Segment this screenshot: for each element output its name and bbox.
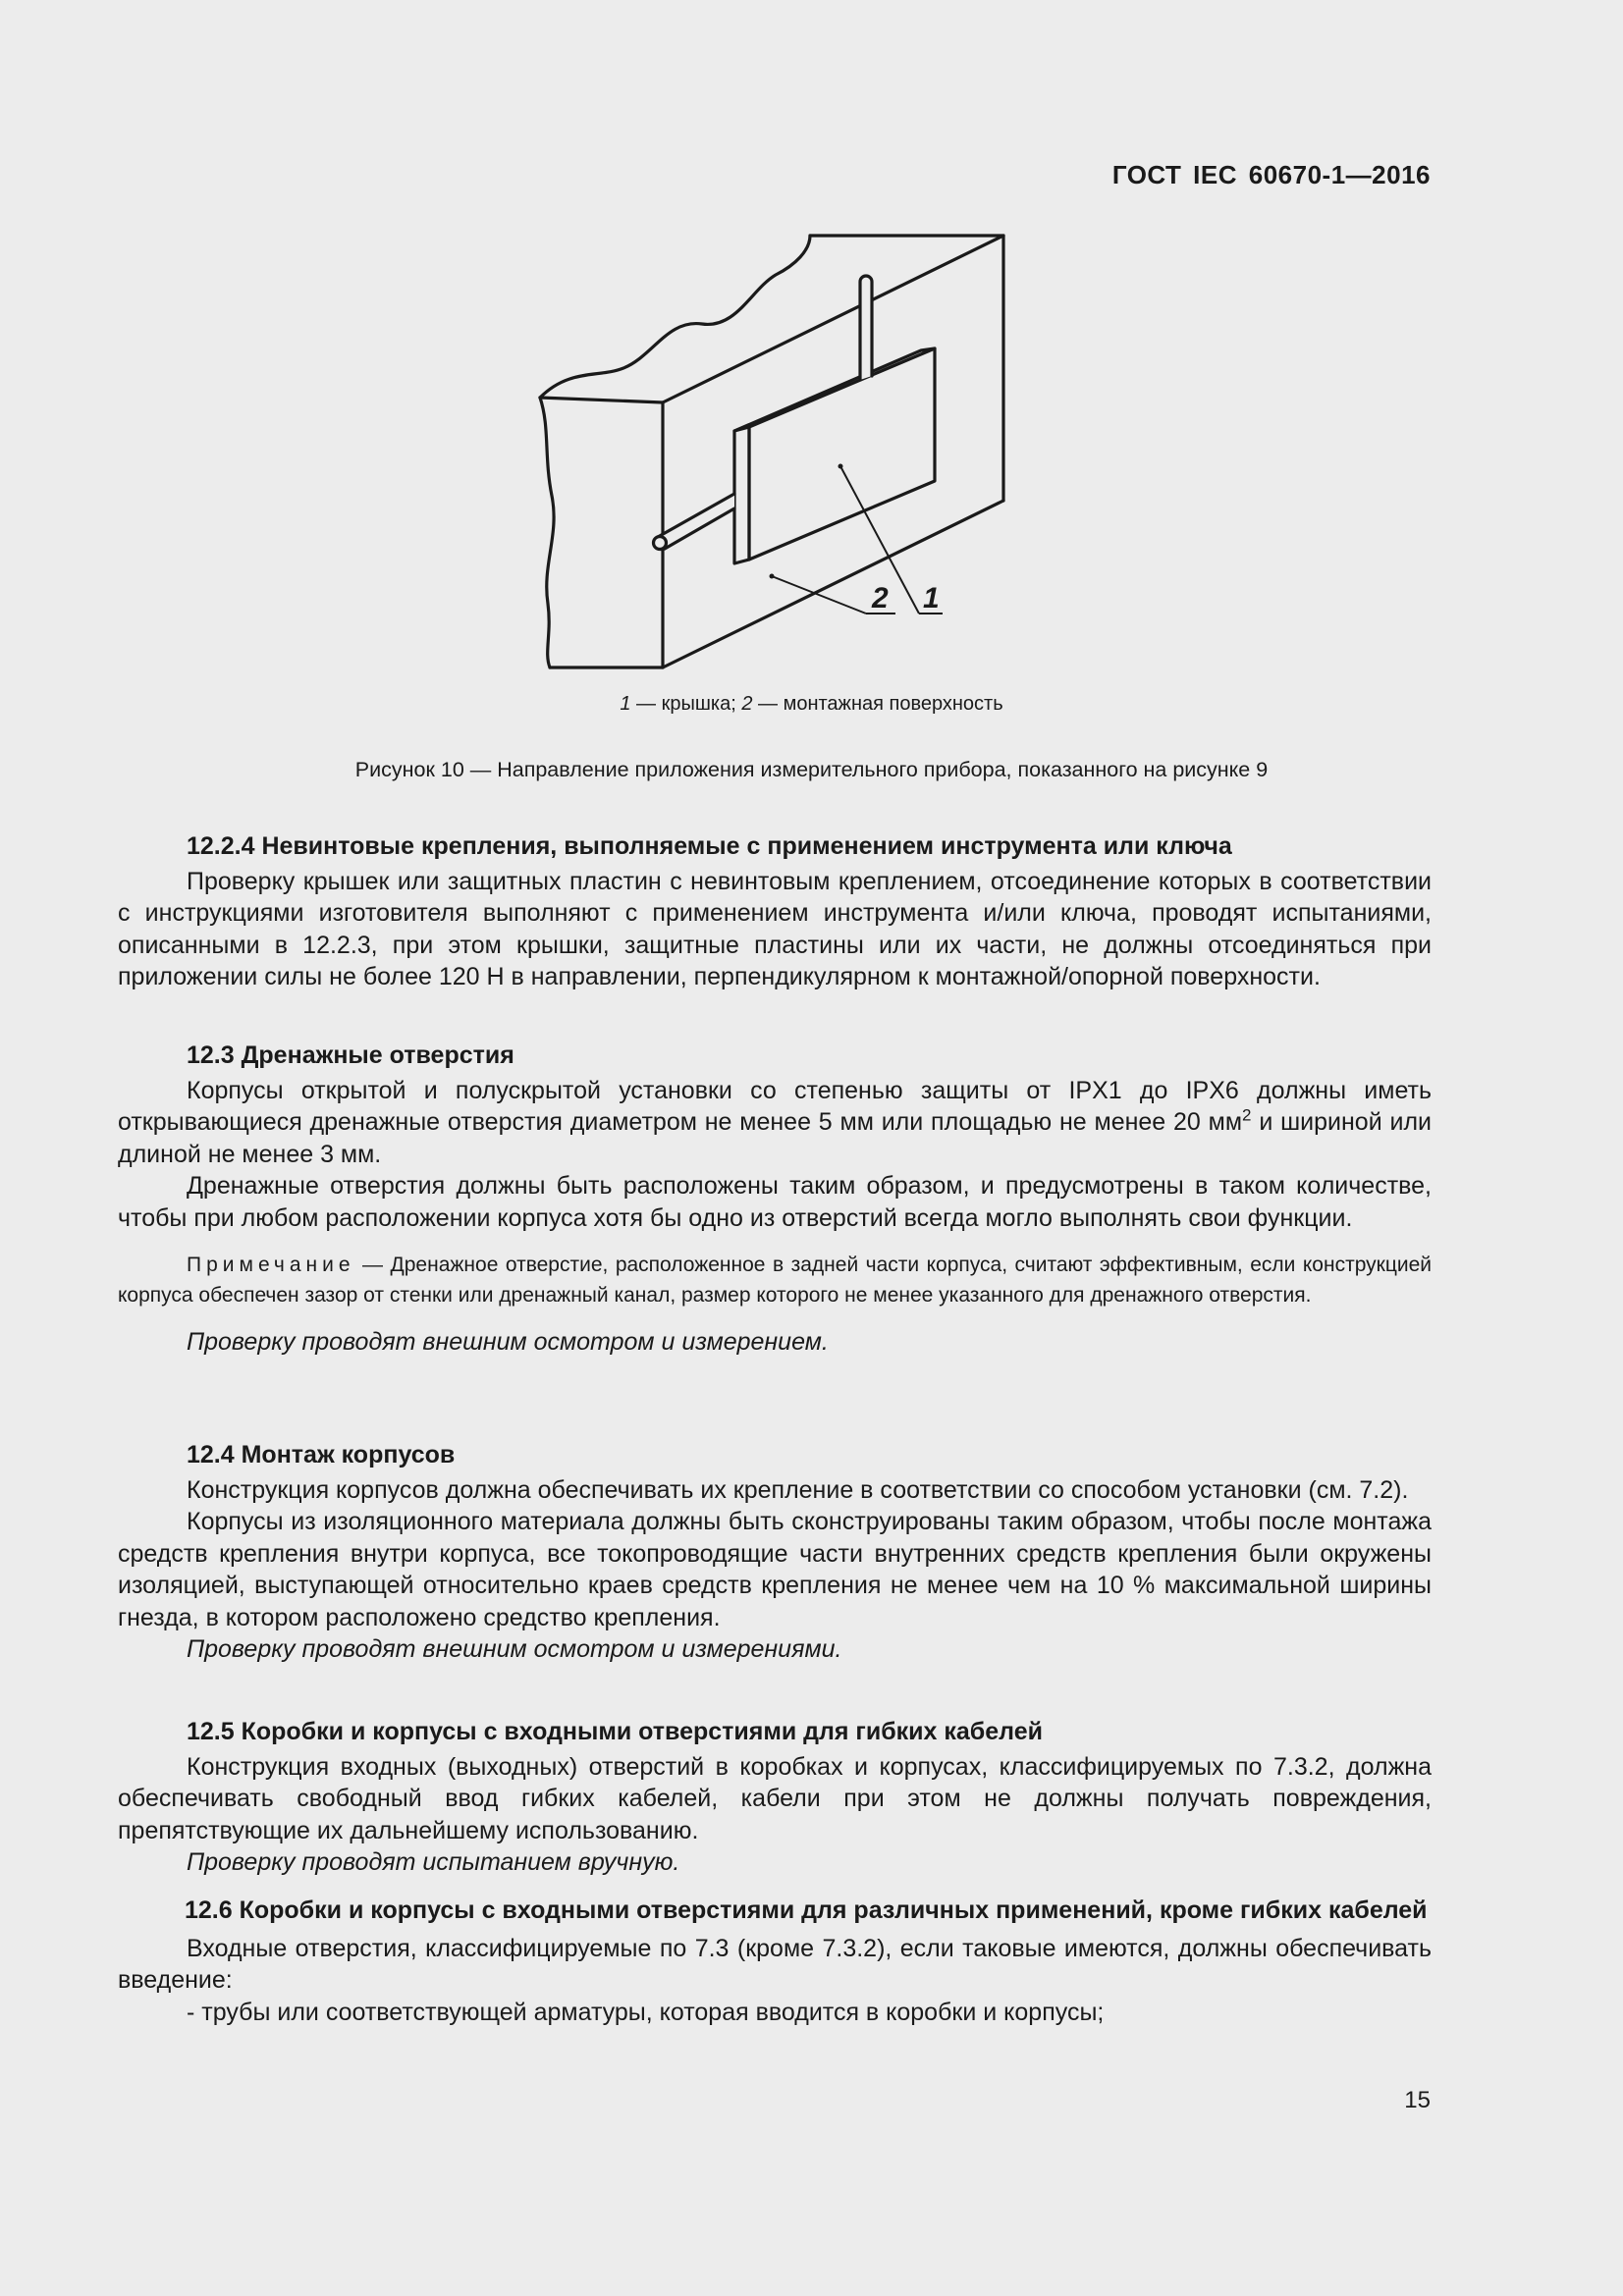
paragraph: Корпусы из изоляционного материала должны быть сконструированы таким образом, чтобы после монтажа средств крепления внутри корпуса, все токопроводящие части внутренних средств крепления были окружены изоляцией, выступающей относительно краев средств крепления не менее чем на 10 % максимальной ширины гнезда, в котором расположено средство крепления. (118, 1508, 1432, 1631)
figure-label-2: 2 (872, 582, 889, 614)
figure-10-drawing (530, 231, 1021, 677)
section-heading: 12.3 Дренажные отверстия (187, 1041, 514, 1069)
section-12-6 (118, 1895, 1432, 2028)
paragraph: Входные отверстия, классифицируемые по 7.3 (кроме 7.3.2), если таковые имеются, должны обеспечивать введение: (118, 1934, 1432, 1994)
section-12-5 (118, 1716, 1432, 1879)
paragraph: Корпусы открытой и полускрытой установки со степенью защиты от IPX1 до IPX6 должны иметь открывающиеся дренажные отверстия диаметром не менее 5 мм или площадью не менее 20 $мм^2$ и шириной или длиной не менее 3 мм. (118, 1076, 1432, 1168)
section-12-2-4 (118, 830, 1432, 993)
check-statement: Проверку проводят испытанием вручную. (187, 1848, 680, 1876)
wall-top-left-join (540, 398, 663, 402)
paragraph: Дренажные отверстия должны быть расположены таким образом, и предусмотрены в таком количестве, чтобы при любом расположении корпуса хотя бы одно из отверстий всегда могло выполнять свои функции. (118, 1172, 1432, 1232)
list-item: - трубы или соответствующей арматуры, которая вводится в коробки и корпусы; (187, 1998, 1105, 2026)
figure-legend: 1 — крышка; 2 — монтажная поверхность (620, 693, 1003, 715)
paragraph: Конструкция корпусов должна обеспечивать их крепление в соответствии со способом установки (см. 7.2). (187, 1475, 1409, 1504)
figure-caption: Рисунок 10 — Направление приложения измерительного прибора, показанного на рисунке 9 (354, 758, 1269, 781)
note: Примечание — Дренажное отверстие, расположенное в задней части корпуса, считают эффективным, если конструкцией корпуса обеспечен зазор от стенки или дренажный канал, размер которого не менее указанного для дренажного отверстия. (118, 1254, 1432, 1307)
pin-vertical (860, 276, 872, 380)
section-heading: 12.6 Коробки и корпусы с входными отверстиями для различных применений, кроме гибких кабелей (185, 1896, 1428, 1924)
cover-front-face (749, 348, 935, 560)
page-number: 15 (1404, 2087, 1431, 2113)
cover-thickness-left (734, 427, 749, 563)
section-heading: 12.4 Монтаж корпусов (187, 1441, 456, 1468)
section-heading: 12.5 Коробки и корпусы с входными отверстиями для гибких кабелей (187, 1718, 1043, 1745)
paragraph: Конструкция входных (выходных) отверстий в коробках и корпусах, классифицируемых по 7.3.2, должна обеспечивать свободный ввод гибких кабелей, кабели при этом не должны получать повреждения, препятствующие их дальнейшему использованию. (118, 1752, 1432, 1844)
wall-top-edge (663, 236, 1003, 402)
wall-broken-left-edge (540, 398, 554, 667)
figure-label-1: 1 (923, 582, 940, 614)
check-statement: Проверку проводят внешним осмотром и измерением. (187, 1328, 829, 1356)
paragraph: Проверку крышек или защитных пластин с невинтовым креплением, отсоединение которых в соответствии с инструкциями изготовителя выполняют с применением инструмента и/или ключа, проводят испытаниями, описанными в 12.2.3, при этом крышки, защитные пластины или их части, не должны отсоединяться при приложении силы не более 120 Н в направлении, перпендикулярном к монтажной/опорной поверхности. (118, 867, 1432, 990)
section-12-4 (118, 1439, 1432, 1666)
section-heading: 12.2.4 Невинтовые крепления, выполняемые с применением инструмента или ключа (187, 832, 1232, 860)
section-12-3 (118, 1040, 1432, 1359)
wall-broken-top-edge (540, 236, 810, 398)
document-code: ГОСТ IEC 60670-1—2016 (1111, 160, 1431, 189)
check-statement: Проверку проводят внешним осмотром и измерениями. (187, 1635, 842, 1663)
